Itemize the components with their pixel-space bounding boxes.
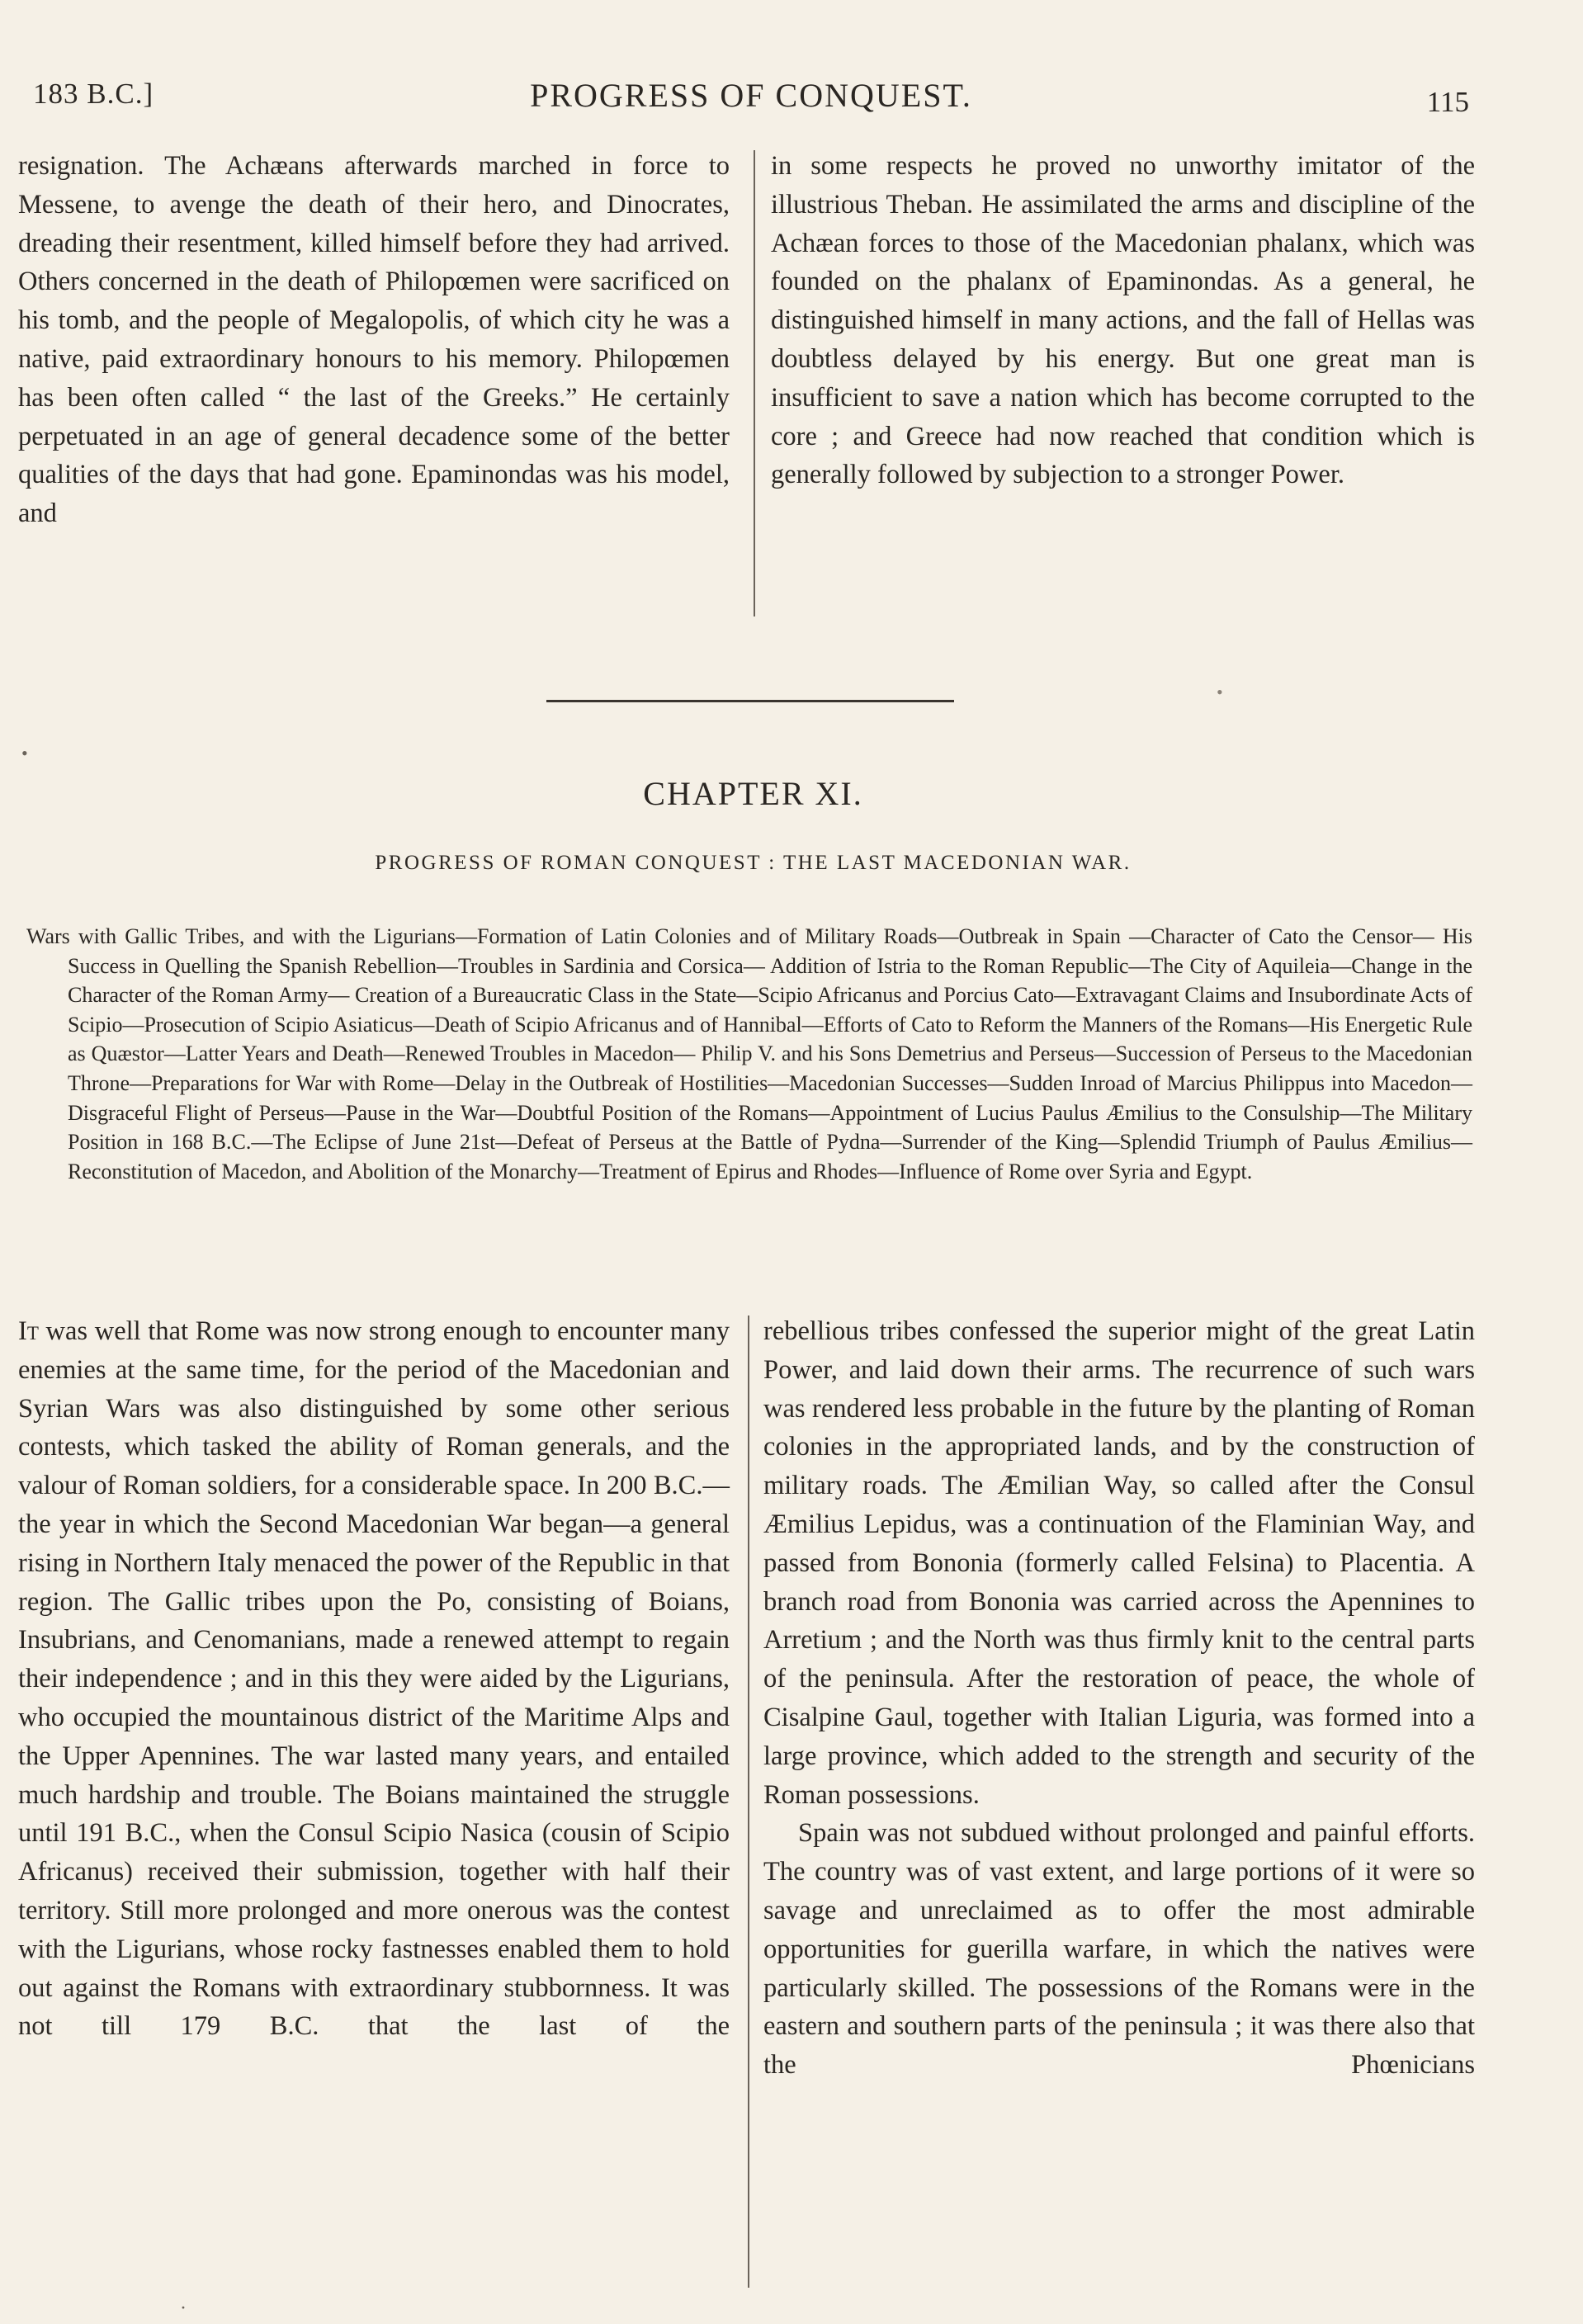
stray-mark: •	[21, 743, 28, 763]
paragraph: Spain was not subdued without prolonged and painful efforts. The country was of vast extent, and large portions of it were so savage and unreclaimed as to offer the most admirable opportunities for guerilla warfare, in which the natives were particularly skilled. The possessions of the Romans were in the eastern and southern parts of the peninsula ; it was there also that the Phœnicians	[763, 1818, 1475, 2081]
running-head-title: PROGRESS OF CONQUEST.	[530, 77, 972, 114]
running-head-date: 183 B.C.]	[33, 78, 154, 110]
chapter-summary: Wars with Gallic Tribes, and with the Ligurians—Formation of Latin Colonies and of Military Roads—Outbreak in Spain —Character of Cato the Censor— His Success in Quelling the Spanish Rebellion—Troubles in Sardinia and Corsica— Addition of Istria to the Roman Republic—The City of Aquileia—Change in the Character of the Roman Army— Creation of a Bureaucratic Class in the State—Scipio Africanus and Porcius Cato—Extravagant Claims and Insubordinate Acts of Scipio—Prosecution of Scipio Asiaticus—Death of Scipio Africanus and of Hannibal—Efforts of Cato to Reform the Manners of the Romans—His Energetic Rule as Quæstor—Latter Years and Death—Renewed Troubles in Macedon— Philip V. and his Sons Demetrius and Perseus—Succession of Perseus to the Macedonian Throne—Preparations for War with Rome—Delay in the Outbreak of Hostilities—Macedonian Successes—Sudden Inroad of Marcius Philippus into Macedon—Disgraceful Flight of Perseus—Pause in the War—Doubtful Position of the Romans—Appointment of Lucius Paulus Æmilius to the Consulship—The Military Position in 168 B.C.—The Eclipse of June 21st—Defeat of Perseus at the Battle of Pydna—Surrender of the King—Splendid Triumph of Paulus Æmilius—Reconstitution of Macedon, and Abolition of the Monarchy—Treatment of Epirus and Rhodes—Influence of Rome over Syria and Egypt.	[26, 924, 1472, 1183]
paragraph: rebellious tribes confessed the superior might of the great Latin Power, and laid down their arms. The recurrence of such wars was rendered less probable in the future by the planting of Roman colonies in the appropriated lands, and by the construction of military roads. The Æmilian Way, so called after the Consul Æmilius Lepidus, was a continuation of the Flaminian Way, and passed from Bononia (formerly called Felsina) to Placentia. A branch road from Bononia was carried across the Apennines to Arretium ; and the North was thus firmly knit to the central parts of the peninsula. After the restoration of peace, the whole of Cisalpine Gaul, together with Italian Liguria, was formed into a large province, which added to the strength and security of the Roman possessions.	[763, 1316, 1475, 1810]
bottom-right-column	[763, 1312, 1475, 2085]
column-divider	[748, 1316, 749, 2288]
paragraph: resignation. The Achæans afterwards marched in force to Messene, to avenge the death of their hero, and Dinocrates, dreading their resentment, killed himself before they had arrived. Others concerned in the death of Philopœmen were sacrificed on his tomb, and the people of Megalopolis, of which city he was a native, paid extraordinary honours to his memory. Philopœmen has been often called “ the last of the Greeks.” He certainly perpetuated in an age of general decadence some of the better qualities of the days that had gone. Epaminondas was his model, and	[18, 151, 730, 529]
bottom-left-column	[18, 1312, 730, 2046]
lead-word: It	[18, 1316, 39, 1346]
chapter-title: CHAPTER XI.	[643, 775, 863, 812]
page-number: 115	[1426, 86, 1469, 118]
chapter-subtitle: PROGRESS OF ROMAN CONQUEST : THE LAST MACEDONIAN WAR.	[375, 852, 1132, 874]
paragraph	[18, 1312, 730, 2046]
stray-dot: •	[1217, 682, 1223, 702]
section-divider-rule	[546, 700, 954, 702]
top-right-column	[771, 147, 1475, 494]
top-left-column	[18, 147, 730, 533]
paragraph: in some respects he proved no unworthy imitator of the illustrious Theban. He assimilated the arms and discipline of the Achæan forces to those of the Macedonian phalanx, which was founded on the phalanx of Epaminondas. As a general, he distinguished himself in many actions, and the fall of Hellas was doubtless delayed by his energy. But one great man is insufficient to save a nation which has become corrupted to the core ; and Greece had now reached that condition which is generally followed by subjection to a stronger Power.	[771, 151, 1475, 490]
paragraph-body: was well that Rome was now strong enough to encounter many enemies at the same time, for the period of the Macedonian and Syrian Wars was also distinguished by some other serious contests, which tasked the ability of Roman generals, and the valour of Roman soldiers, for a considerable space. In 200 B.C.—the year in which the Second Macedonian War began—a general rising in Northern Italy menaced the power of the Republic in that region. The Gallic tribes upon the Po, consisting of Boians, Insubrians, and Cenomanians, made a renewed attempt to regain their independence ; and in this they were aided by the Ligurians, who occupied the mountainous district of the Maritime Alps and the Upper Apennines. The war lasted many years, and entailed much hardship and trouble. The Boians maintained the struggle until 191 B.C., when the Consul Scipio Nasica (cousin of Scipio Africanus) received their submission, together with half their territory. Still more prolonged and more onerous was the contest with the Ligurians, whose rocky fastnesses enabled them to hold out against the Romans with extraordinary stubbornness. It was not till 179 B.C. that the last of the	[18, 1316, 730, 2042]
column-divider	[754, 150, 755, 616]
running-head	[33, 73, 1469, 122]
stray-mark: ·	[180, 2298, 187, 2319]
